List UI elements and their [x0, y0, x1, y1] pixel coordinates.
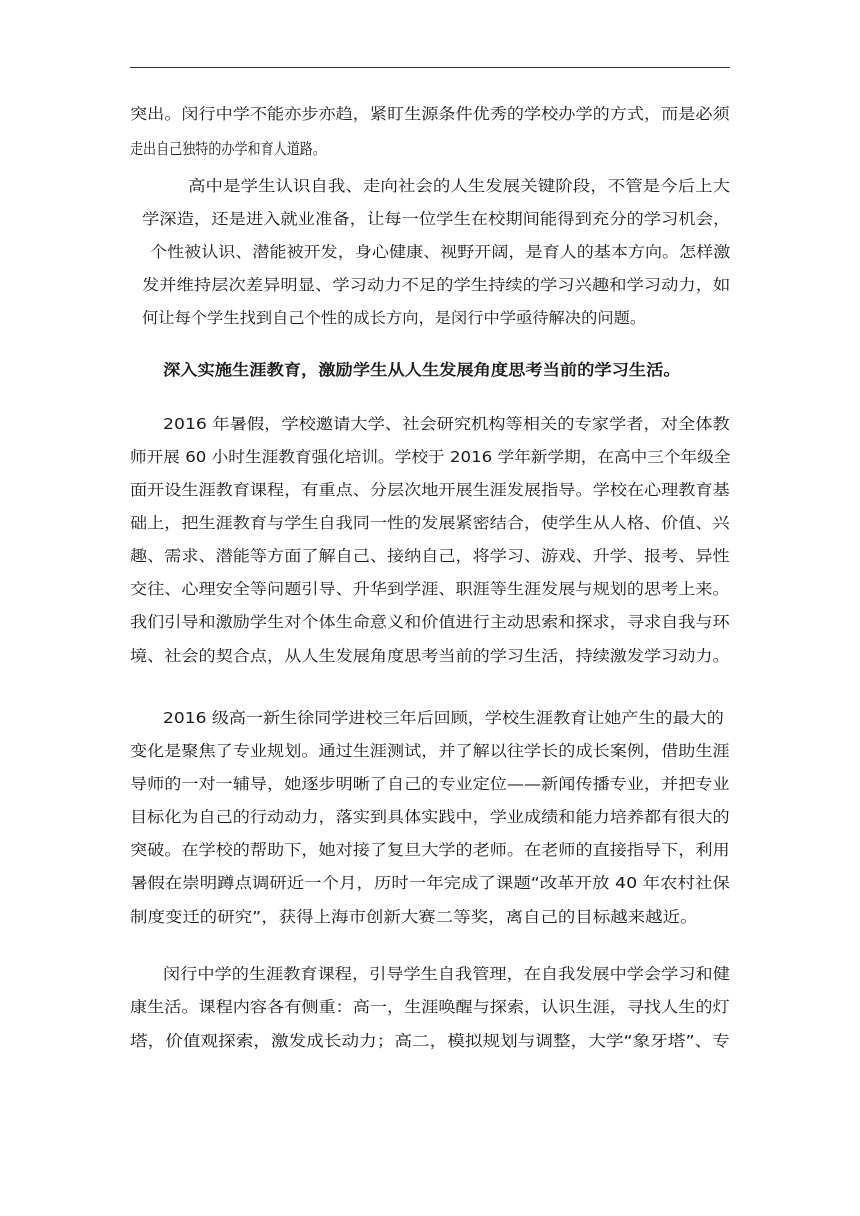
text-line: 师开展 60 小时生涯教育强化培训。学校于 2016 学年新学期，在高中三个年级全: [130, 448, 731, 466]
text-line: 面开设生涯教育课程，有重点、分层次地开展生涯发展指导。学校在心理教育基: [130, 481, 730, 499]
text-line: 2016 年暑假，学校邀请大学、社会研究机构等相关的专家学者，对全体教: [163, 415, 730, 433]
text-line: 我们引导和激励学生对个体生命意义和价值进行主动思索和探求，寻求自我与环: [130, 613, 730, 631]
text-line: 目标化为自己的行动动力，落实到具体实践中，学业成绩和能力培养都有很大的: [130, 808, 730, 826]
text-line: 境、社会的契合点，从人生发展角度思考当前的学习生活，持续激发学习动力。: [130, 647, 730, 665]
text-line: 闵行中学的生涯教育课程，引导学生自我管理，在自我发展中学会学习和健: [163, 965, 730, 983]
text-line: 趣、需求、潜能等方面了解自己、接纳自己，将学习、游戏、升学、报考、异性: [130, 547, 730, 565]
text-line: 高中是学生认识自我、走向社会的人生发展关键阶段，不管是今后上大: [188, 177, 731, 195]
text-line: 导师的一对一辅导，她逐步明晰了自己的专业定位——新闻传播专业，并把专业: [130, 775, 730, 793]
text-line: 暑假在崇明蹲点调研近一个月，历时一年完成了课题“改革开放 40 年农村社保: [130, 874, 730, 892]
text-line: 学深造，还是进入就业准备，让每一位学生在校期间能得到充分的学习机会，: [142, 210, 731, 228]
text-line: 突出。闵行中学不能亦步亦趋，紧盯生源条件优秀的学校办学的方式，而是必须: [130, 105, 730, 123]
text-line: 发并维持层次差异明显、学习动力不足的学生持续的学习兴趣和学习动力，如: [142, 276, 731, 294]
section-heading: 深入实施生涯教育，激励学生从人生发展角度思考当前的学习生活。: [163, 361, 681, 379]
text-line: 塔，价值观探索，激发成长动力；高二，模拟规划与调整，大学“象牙塔”、专: [130, 1032, 730, 1050]
text-line: 制度变迁的研究”，获得上海市创新大赛二等奖，离自己的目标越来越近。: [130, 908, 698, 926]
text-line: 何让每个学生找到自己个性的成长方向，是闵行中学亟待解决的问题。: [142, 309, 647, 327]
text-line: 变化是聚焦了专业规划。通过生涯测试，并了解以往学长的成长案例，借助生涯: [130, 742, 730, 760]
text-line: 交往、心理安全等问题引导、升华到学涯、职涯等生涯发展与规划的思考上来。: [130, 580, 730, 598]
text-line: 础上，把生涯教育与学生自我同一性的发展紧密结合，使学生从人格、价值、兴: [130, 514, 730, 532]
text-line: 走出自己独特的办学和育人道路。: [130, 140, 326, 158]
text-line: 个性被认识、潜能被开发，身心健康、视野开阔，是育人的基本方向。怎样激: [150, 243, 731, 261]
text-line: 康生活。课程内容各有侧重：高一，生涯唤醒与探索，认识生涯，寻找人生的灯: [130, 998, 730, 1016]
text-line: 突破。在学校的帮助下，她对接了复旦大学的老师。在老师的直接指导下，利用: [130, 841, 730, 859]
text-line: 2016 级高一新生徐同学进校三年后回顾，学校生涯教育让她产生的最大的: [163, 709, 724, 727]
